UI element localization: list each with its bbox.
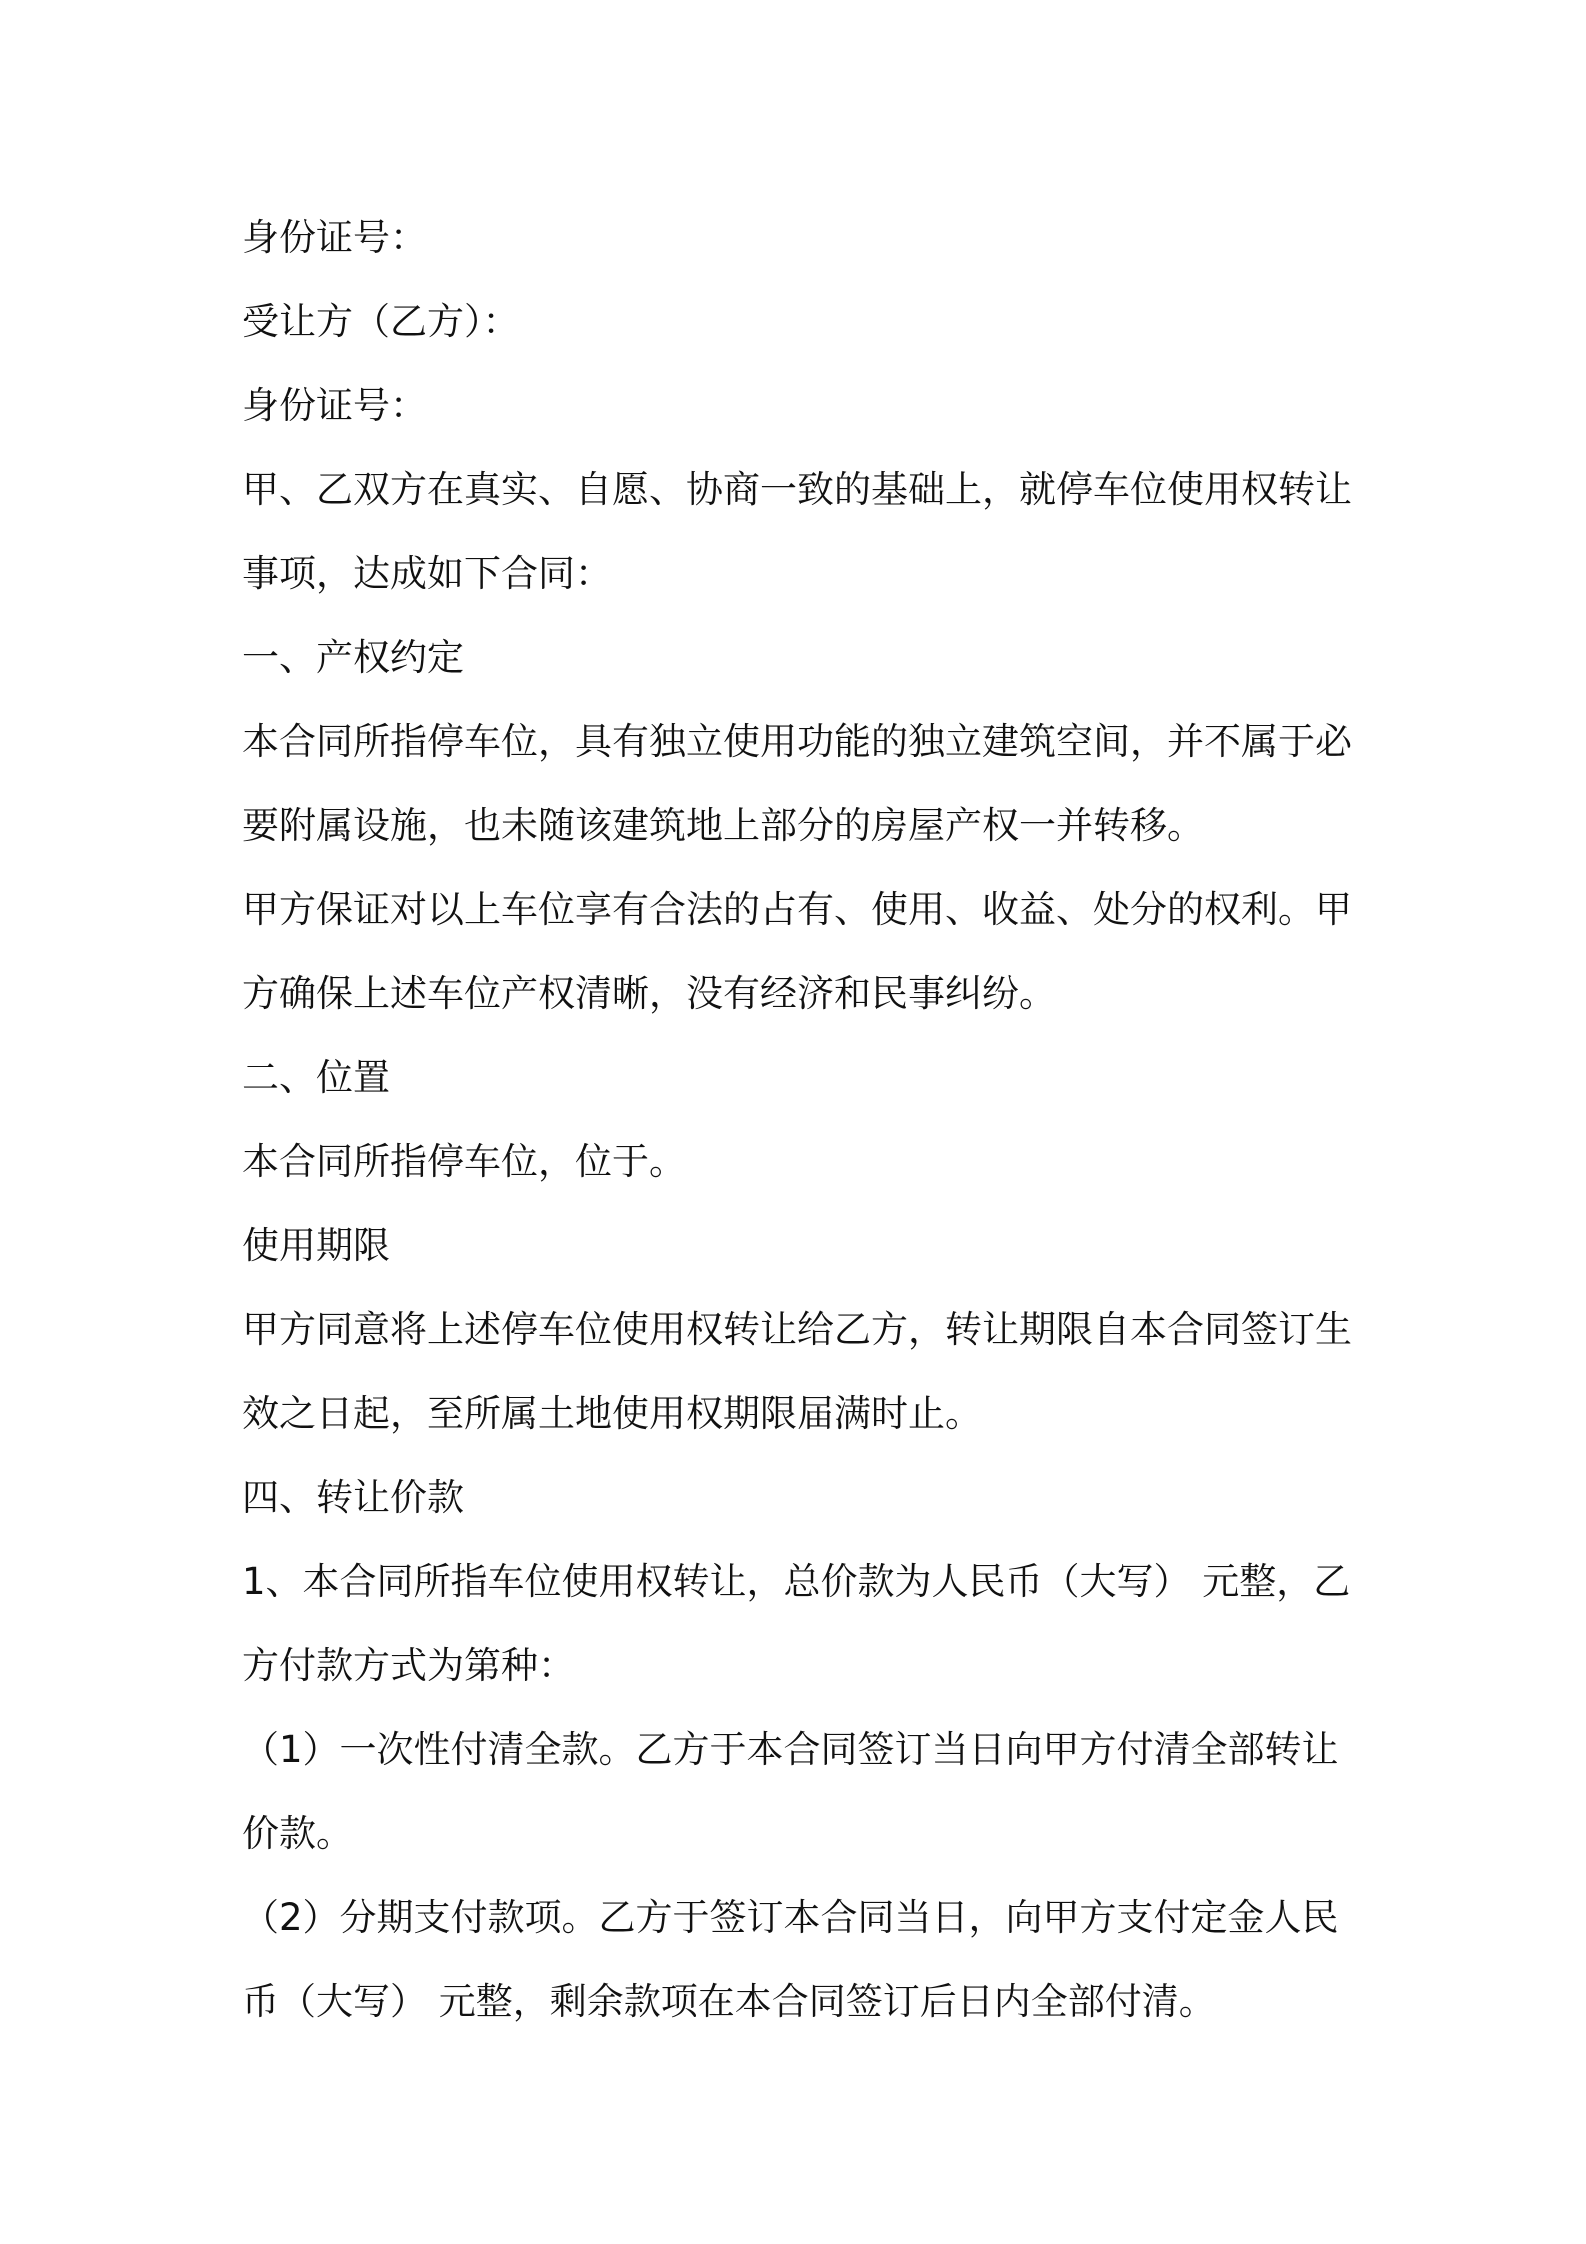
preamble-line-2: 事项，达成如下合同： <box>242 552 612 595</box>
paragraph-line: 甲方同意将上述停车位使用权转让给乙方，转让期限自本合同签订生 <box>242 1308 1352 1351</box>
paragraph-line: 币（大写） 元整，剩余款项在本合同签订后日内全部付清。 <box>242 1980 1216 2023</box>
section-heading-term: 使用期限 <box>242 1224 390 1267</box>
paragraph-line: 方付款方式为第种： <box>242 1644 575 1687</box>
section-heading-price: 四、转让价款 <box>242 1476 464 1519</box>
paragraph-line: 本合同所指停车位，具有独立使用功能的独立建筑空间，并不属于必 <box>242 720 1352 763</box>
paragraph-line: 要附属设施，也未随该建筑地上部分的房屋产权一并转移。 <box>242 804 1204 847</box>
paragraph-line: 甲方保证对以上车位享有合法的占有、使用、收益、处分的权利。甲 <box>242 888 1352 931</box>
id-number-label-1: 身份证号： <box>242 216 427 259</box>
paragraph-line: （2）分期支付款项。乙方于签订本合同当日，向甲方支付定金人民 <box>242 1896 1339 1939</box>
section-heading-location: 二、位置 <box>242 1056 390 1099</box>
section-heading-property-rights: 一、产权约定 <box>242 636 464 679</box>
paragraph-line: 价款。 <box>242 1812 353 1855</box>
document-body <box>242 196 1360 2044</box>
preamble-line-1: 甲、乙双方在真实、自愿、协商一致的基础上，就停车位使用权转让 <box>242 468 1352 511</box>
transferee-label: 受让方（乙方）： <box>242 300 520 343</box>
paragraph-line: 方确保上述车位产权清晰，没有经济和民事纠纷。 <box>242 972 1056 1015</box>
paragraph-line: （1）一次性付清全款。乙方于本合同签订当日向甲方付清全部转让 <box>242 1728 1339 1771</box>
paragraph-line: 本合同所指停车位，位于。 <box>242 1140 686 1183</box>
paragraph-line: 1、本合同所指车位使用权转让，总价款为人民币（大写） 元整，乙 <box>242 1560 1351 1603</box>
paragraph-line: 效之日起，至所属土地使用权期限届满时止。 <box>242 1392 982 1435</box>
id-number-label-2: 身份证号： <box>242 384 427 427</box>
